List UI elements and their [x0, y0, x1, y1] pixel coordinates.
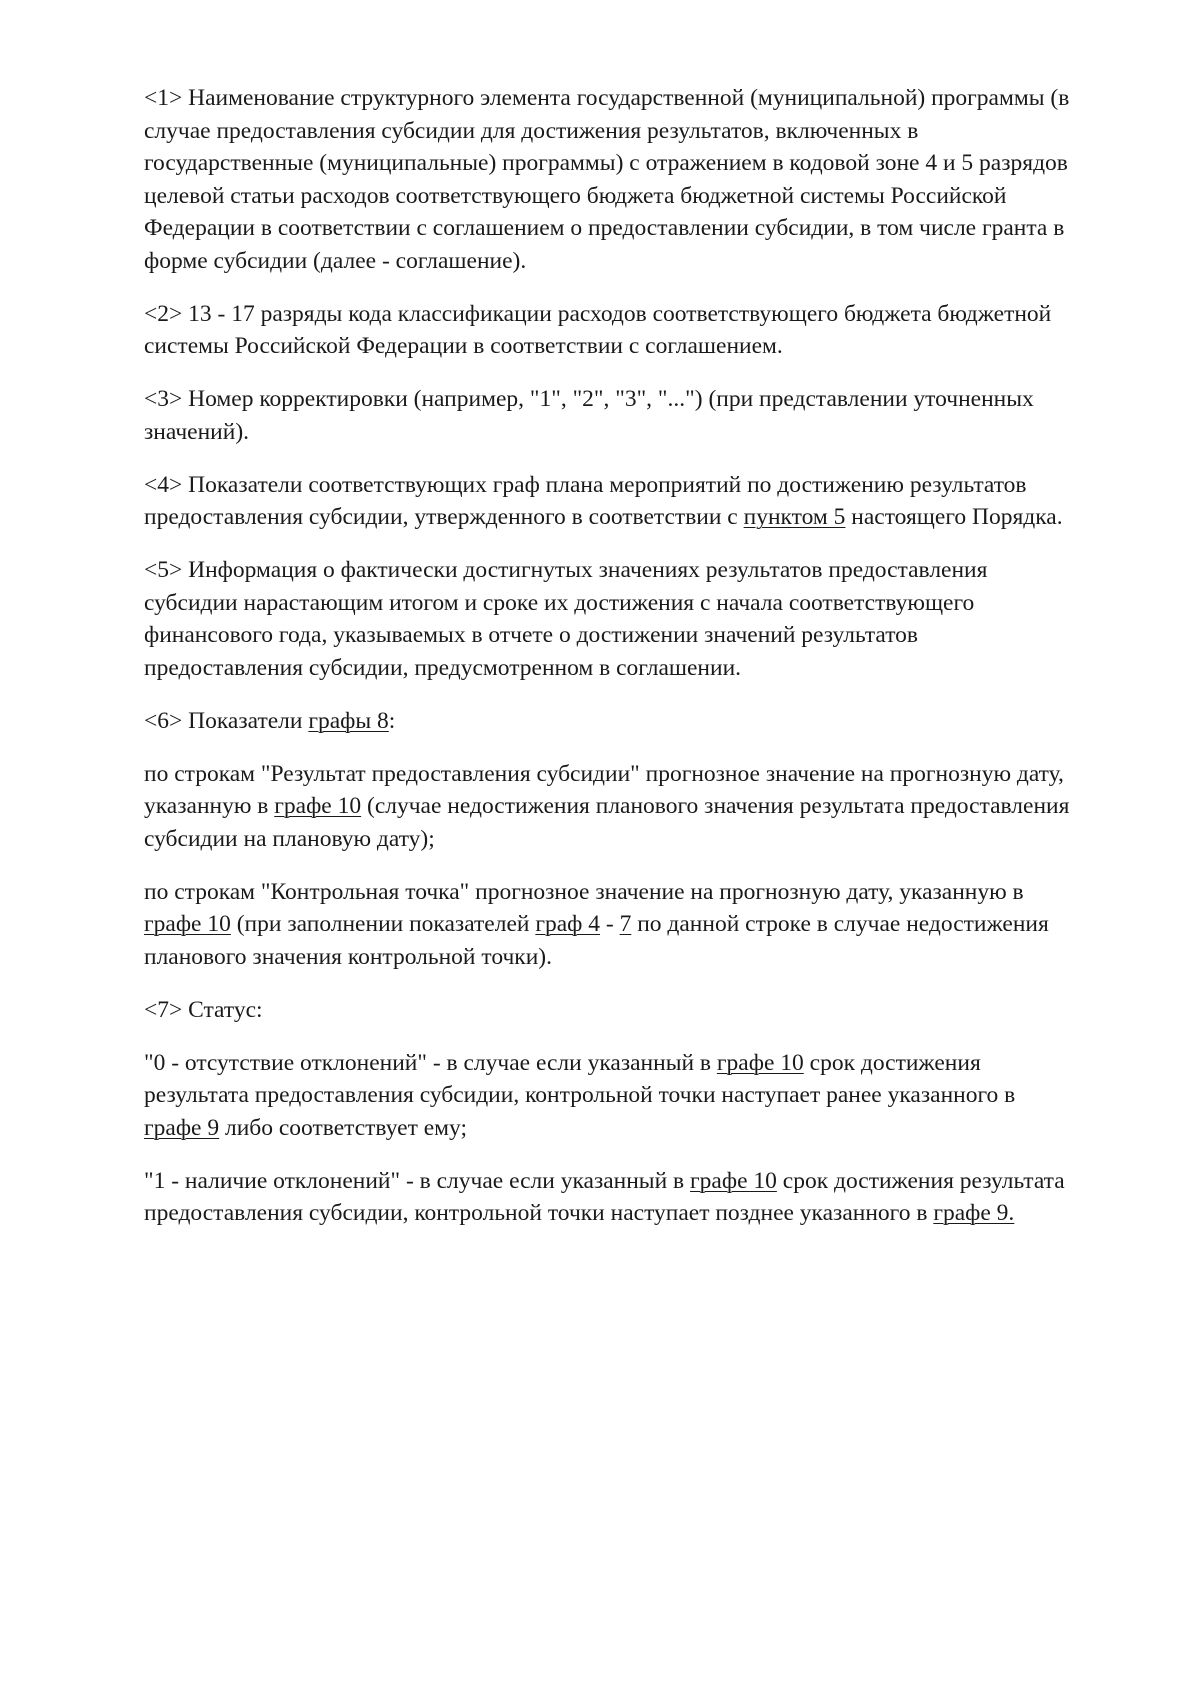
footnote-4	[144, 469, 1072, 534]
footnote-7a-text-3: либо соответствует ему;	[219, 1114, 467, 1141]
footnote-4-text: <4> Показатели соответствующих граф плана мероприятий по достижению результатов предоставления субсидии, утвержденного в соответствии с	[144, 471, 1027, 530]
footnote-6a-text-end: (случае недостижения планового значения результата предоставления субсидии на плановую дату);	[144, 793, 1070, 852]
footnote-6b-text-1: по строкам "Контрольная точка" прогнозное значение на прогнозную дату, указанную в	[144, 878, 1024, 905]
footnote-6	[144, 705, 1072, 738]
footnote-7b-text-2: срок достижения результата предоставления субсидии, контрольной точки наступает позднее указанного в	[144, 1167, 1065, 1226]
footnote-6-text-end: :	[388, 707, 396, 734]
link-column-10[interactable]: графе 10	[274, 793, 362, 819]
link-column-7[interactable]: 7	[619, 911, 632, 937]
footnote-3: <3> Номер корректировки (например, "1", "2", "3", "...") (при представлении уточненных значений).	[144, 386, 1034, 445]
footnote-7: <7> Статус:	[144, 996, 263, 1023]
footnote-5: <5> Информация о фактически достигнутых значениях результатов предоставления субсидии нарастающим итогом и сроке их достижения с начала соответствующего финансового года, указываемых в отчете о достижении значений результатов предоставления субсидии, предусмотренном в соглашении.	[144, 557, 988, 681]
footnote-6a-text: по строкам "Результат предоставления субсидии" прогнозное значение на прогнозную дату, указанную в	[144, 760, 1064, 819]
footnote-4-text-end: настоящего Порядка.	[845, 504, 1063, 530]
link-column-8[interactable]: графы 8	[308, 707, 389, 734]
link-item-5[interactable]: пунктом 5	[743, 504, 846, 530]
footnote-6-result-rows	[144, 758, 1072, 856]
footnote-7-status-1	[144, 1165, 1072, 1230]
link-column-9[interactable]: графе 9	[144, 1114, 220, 1141]
link-column-4[interactable]: граф 4	[535, 911, 600, 937]
link-column-9[interactable]: графе 9.	[933, 1200, 1015, 1226]
footnote-7a-text-2: срок достижения результата предоставления субсидии, контрольной точки наступает ранее указанного в	[144, 1049, 1016, 1108]
footnote-7-status-0	[144, 1047, 1072, 1145]
document-page	[144, 82, 1072, 1250]
footnote-6b-text-4: по данной строке в случае недостижения планового значения контрольной точки).	[144, 911, 1049, 970]
footnote-6b-text-2: (при заполнении показателей	[230, 911, 536, 937]
footnote-1: <1> Наименование структурного элемента государственной (муниципальной) программы (в случае предоставления субсидии для достижения результатов, включенных в государственные (муниципальные) программы) с отражением в кодовой зоне 4 и 5 разрядов целевой статьи расходов соответствующего бюджета бюджетной системы Российской Федерации в соответствии с соглашением о предоставлении субсидии, в том числе гранта в форме субсидии (далее - соглашение).	[144, 85, 1070, 274]
footnote-7b-text-1: "1 - наличие отклонений" - в случае если указанный в	[144, 1167, 691, 1194]
link-column-10[interactable]: графе 10	[144, 911, 231, 937]
link-column-10[interactable]: графе 10	[690, 1167, 777, 1194]
footnote-6-text: <6> Показатели	[144, 707, 309, 734]
link-column-10[interactable]: графе 10	[716, 1049, 804, 1076]
footnote-6-checkpoint-rows	[144, 876, 1072, 974]
footnote-6b-text-3: -	[600, 911, 620, 937]
footnote-7a-text-1: "0 - отсутствие отклонений" - в случае если указанный в	[144, 1049, 717, 1076]
footnote-2: <2> 13 - 17 разряды кода классификации расходов соответствующего бюджета бюджетной системы Российской Федерации в соответствии с соглашением.	[144, 300, 1052, 359]
